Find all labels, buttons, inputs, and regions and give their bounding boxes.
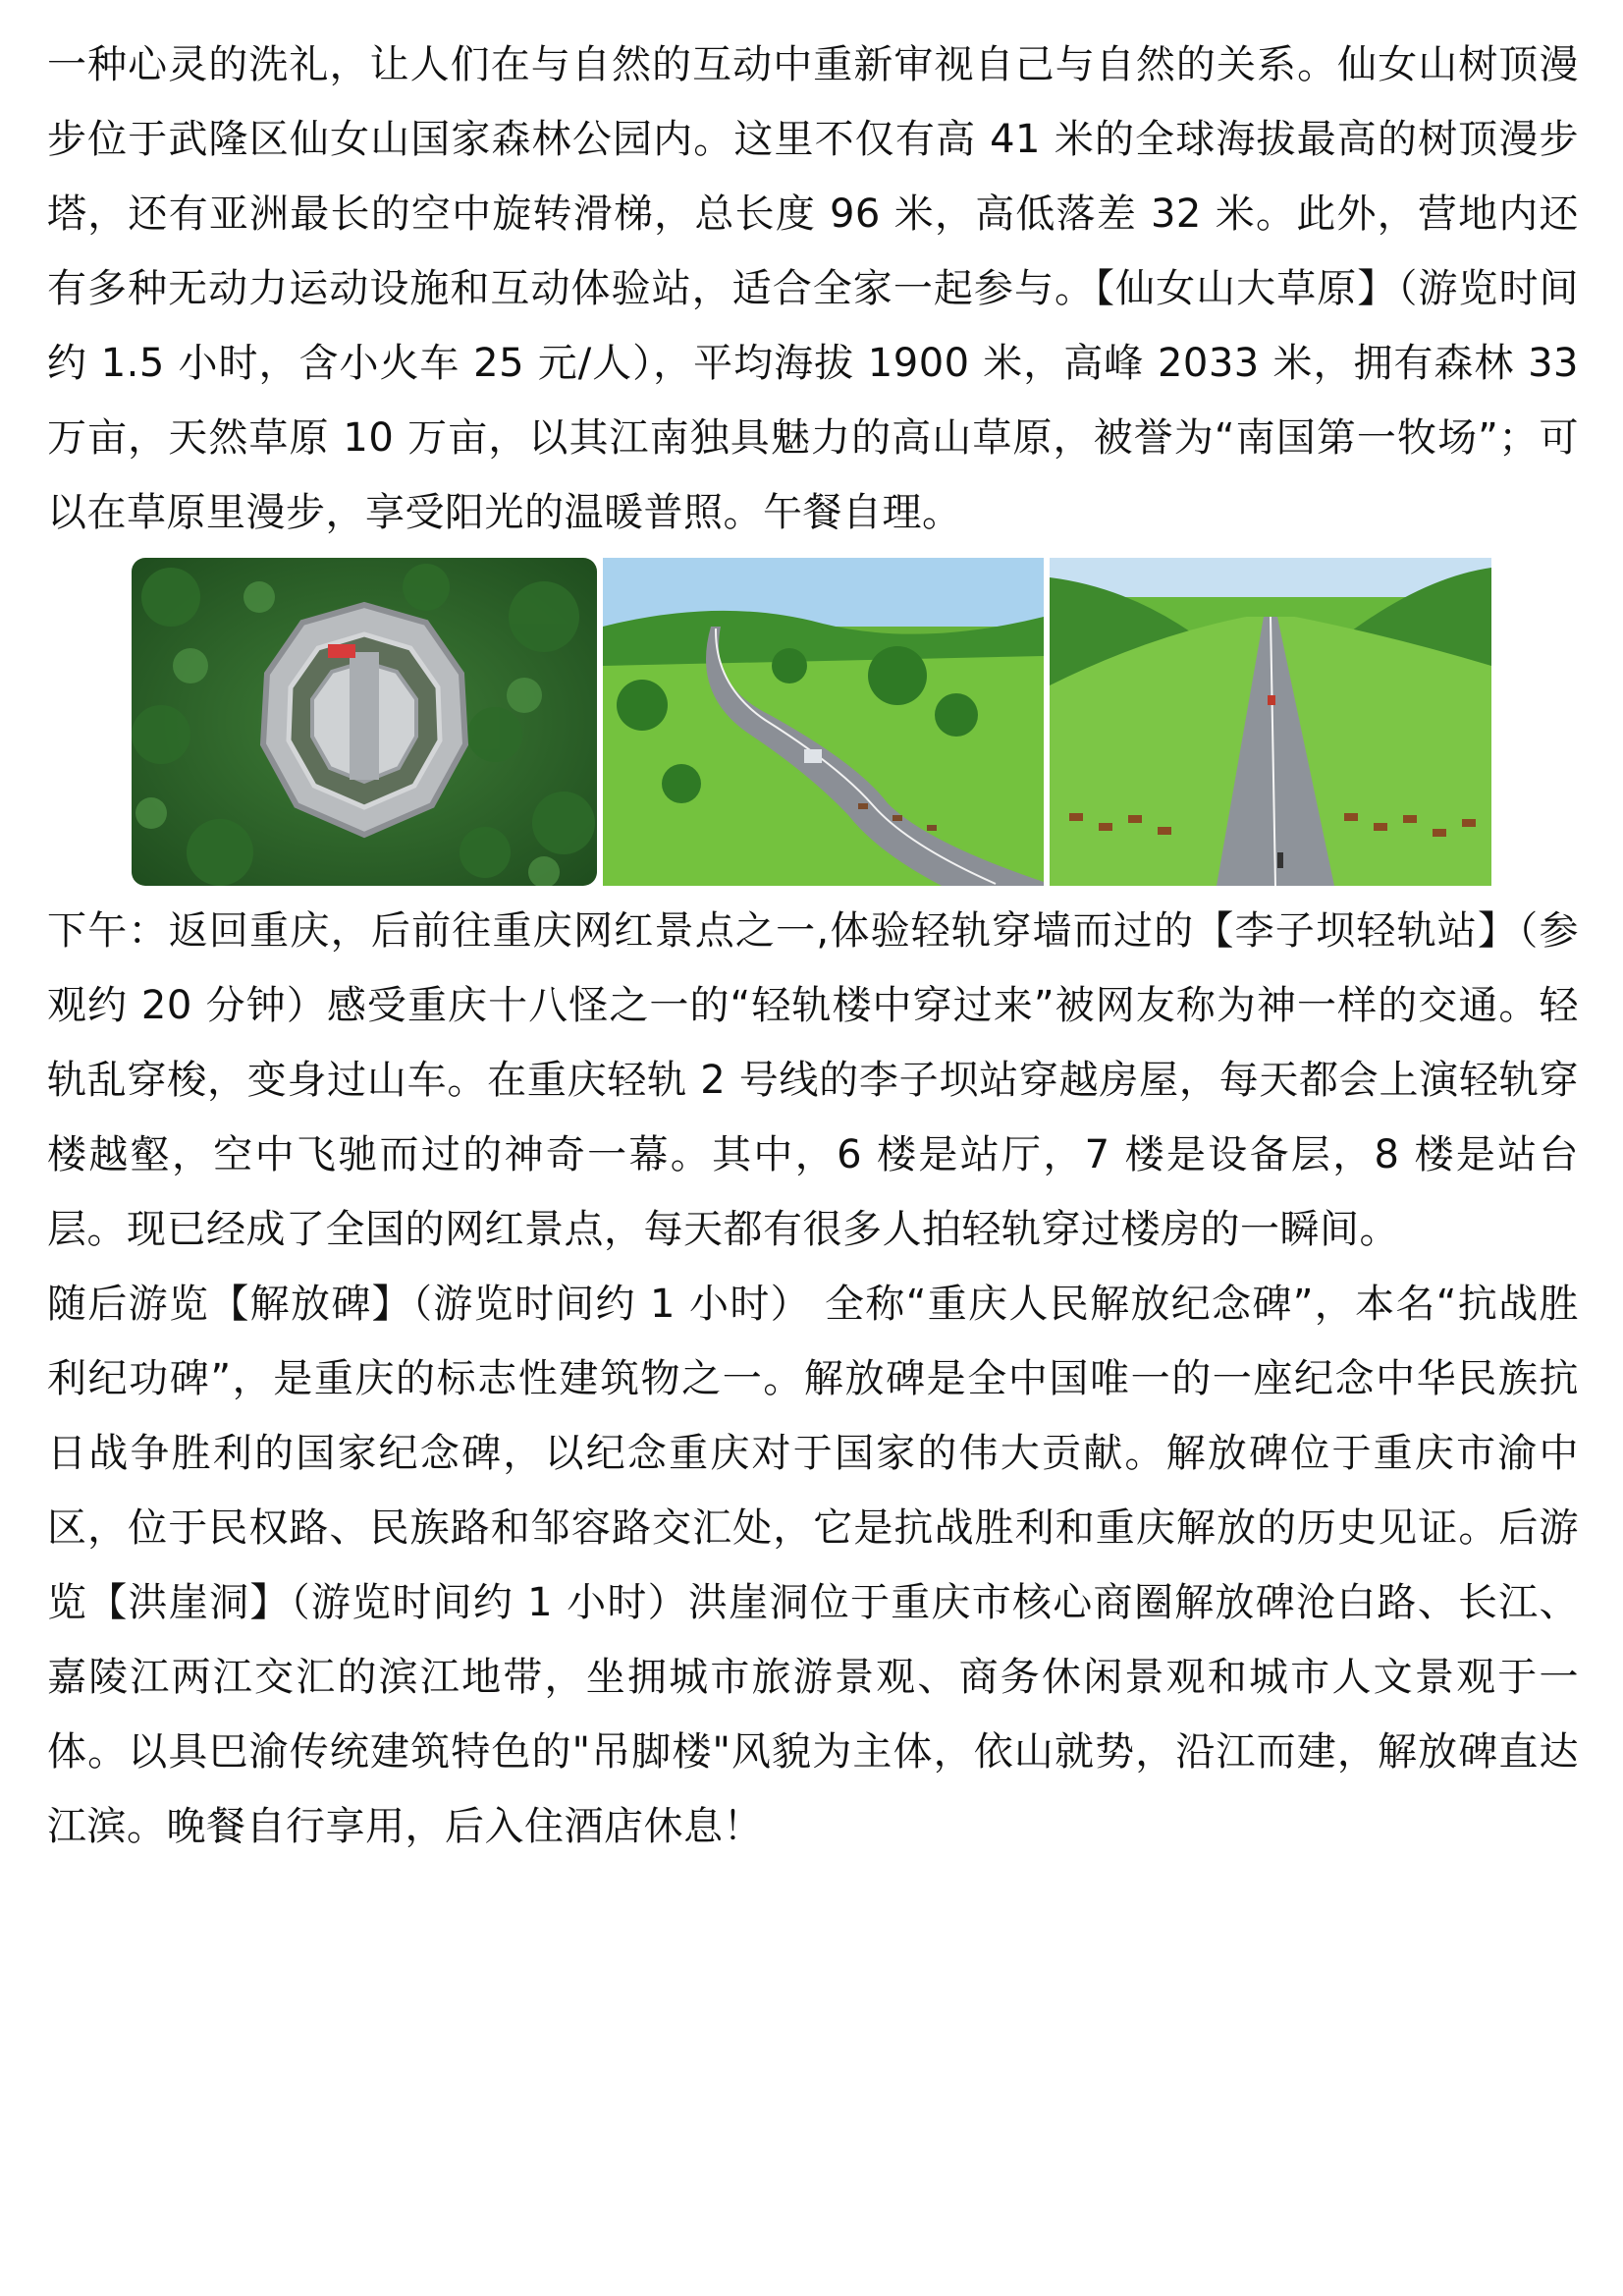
grassland-cattle-road-photo — [1050, 558, 1491, 886]
grassland-road-photo — [603, 558, 1044, 886]
document-page — [47, 27, 1579, 1864]
treetop-walk-tower-photo — [132, 558, 597, 886]
paragraph-jiefangbei-hongyadong: 随后游览【解放碑】（游览时间约 1 小时） 全称“重庆人民解放纪念碑”，本名“抗战胜利纪功碑”，是重庆的标志性建筑物之一。解放碑是全中国唯一的一座纪念中华民族抗日战争胜利的国家纪念碑，以纪念重庆对于国家的伟大贡献。解放碑位于重庆市渝中区，位于民权路、民族路和邹容路交汇处，它是抗战胜利和重庆解放的历史见证。后游览【洪崖洞】（游览时间约 1 小时）洪崖洞位于重庆市核心商圈解放碑沧白路、长江、嘉陵江两江交汇的滨江地带，坐拥城市旅游景观、商务休闲景观和城市人文景观于一体。以具巴渝传统建筑特色的"吊脚楼"风貌为主体，依山就势，沿江而建，解放碑直达江滨。晚餐自行享用，后入住酒店休息！ — [47, 1282, 1579, 1849]
photo-strip — [132, 558, 1579, 886]
paragraph-fairy-mountain: 一种心灵的洗礼，让人们在与自然的互动中重新审视自己与自然的关系。仙女山树顶漫步位于武隆区仙女山国家森林公园内。这里不仅有高 41 米的全球海拔最高的树顶漫步塔，还有亚洲最长的空中旋转滑梯，总长度 96 米，高低落差 32 米。此外，营地内还有多种无动力运动设施和互动体验站，适合全家一起参与。【仙女山大草原】（游览时间约 1.5 小时，含小火车 25 元/人），平均海拔 1900 米，高峰 2033 米，拥有森林 33 万亩，天然草原 10 万亩，以其江南独具魅力的高山草原，被誉为“南国第一牧场”；可以在草原里漫步，享受阳光的温暖普照。午餐自理。 — [47, 42, 1579, 535]
paragraph-liziba-station: 下午：返回重庆，后前往重庆网红景点之一,体验轻轨穿墙而过的【李子坝轻轨站】（参观约 20 分钟）感受重庆十八怪之一的“轻轨楼中穿过来”被网友称为神一样的交通。轻轨乱穿梭，变身过山车。在重庆轻轨 2 号线的李子坝站穿越房屋，每天都会上演轻轨穿楼越壑，空中飞驰而过的神奇一幕。其中，6 楼是站厅，7 楼是设备层，8 楼是站台层。现已经成了全国的网红景点，每天都有很多人拍轻轨穿过楼房的一瞬间。 — [47, 908, 1579, 1252]
